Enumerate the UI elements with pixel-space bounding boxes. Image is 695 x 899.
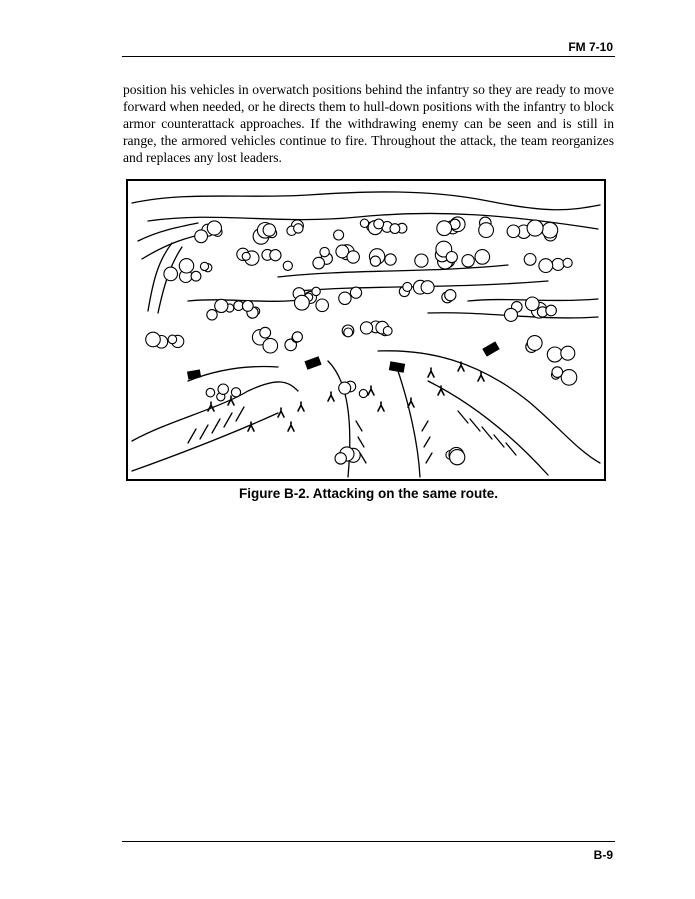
tree-shape <box>507 225 520 238</box>
soldier-mark <box>288 422 294 431</box>
tree-shape <box>270 250 281 261</box>
tree-shape <box>339 292 351 304</box>
tree-shape <box>539 259 553 273</box>
tree-shape <box>360 322 372 334</box>
soldier-mark <box>478 372 484 381</box>
figure-caption: Figure B-2. Attacking on the same route. <box>238 486 499 501</box>
tree-shape <box>450 450 465 465</box>
tree-shape <box>207 221 221 235</box>
tree-shape <box>415 254 428 267</box>
page-number: B-9 <box>593 848 613 862</box>
tree-shape <box>446 252 457 263</box>
tree-shape <box>524 254 536 266</box>
tree-shape <box>263 338 278 353</box>
tree-shape <box>334 230 344 240</box>
tree-shape <box>475 250 490 265</box>
tree-shape <box>563 258 572 267</box>
tree-shape <box>215 299 228 312</box>
tree-shape <box>242 301 253 312</box>
tree-shape <box>313 257 325 269</box>
tree-shape <box>437 221 452 236</box>
tree-shape <box>263 224 275 236</box>
tree-shape <box>260 327 271 338</box>
tree-shape <box>207 310 217 320</box>
tree-shape <box>527 336 542 351</box>
tree-shape <box>505 308 518 321</box>
tree-shape <box>561 346 575 360</box>
tree-shape <box>552 258 564 270</box>
tree-shape <box>526 297 540 311</box>
tree-shape <box>370 256 380 266</box>
tree-shape <box>347 251 359 263</box>
tree-shape <box>462 255 474 267</box>
tree-shape <box>295 295 310 310</box>
tree-shape <box>527 220 543 236</box>
tree-shape <box>146 332 161 347</box>
tree-shape <box>385 254 396 265</box>
tree-shape <box>445 290 456 301</box>
soldier-mark <box>378 402 384 411</box>
tree-shape <box>231 388 240 397</box>
soldier-mark <box>408 398 414 407</box>
tree-shape <box>552 367 563 378</box>
tree-shape <box>547 347 562 362</box>
soldier-mark <box>428 368 434 377</box>
tree-shape <box>294 224 303 233</box>
tree-shape <box>206 388 215 397</box>
tree-shape <box>179 259 193 273</box>
tree-shape <box>546 305 557 316</box>
tree-shape <box>316 299 329 312</box>
tree-shape <box>383 327 392 336</box>
soldier-mark <box>328 392 334 401</box>
tree-shape <box>344 328 353 337</box>
tree-shape <box>360 219 368 227</box>
tree-shape <box>218 384 228 394</box>
page-header <box>122 38 615 57</box>
tree-shape <box>335 453 346 464</box>
tree-shape <box>195 230 208 243</box>
tree-shape <box>403 282 412 291</box>
tree-shape <box>359 389 367 397</box>
soldier-mark <box>298 402 304 411</box>
manual-id: FM 7-10 <box>568 40 613 54</box>
tree-shape <box>168 335 177 344</box>
tree-shape <box>312 287 320 295</box>
tree-shape <box>283 261 292 270</box>
soldier-mark <box>278 408 284 417</box>
soldier-mark <box>368 386 374 395</box>
terrain-sketch <box>128 181 604 479</box>
tree-shape <box>200 262 208 270</box>
tree-shape <box>191 271 201 281</box>
tree-shape <box>339 382 351 394</box>
tree-shape <box>350 287 361 298</box>
tree-shape <box>320 247 329 256</box>
tree-shape <box>421 281 434 294</box>
tree-shape <box>292 332 302 342</box>
figure-illustration <box>126 179 606 481</box>
tree-shape <box>164 267 178 281</box>
tree-shape <box>561 370 577 386</box>
tree-shape <box>374 219 384 229</box>
tree-shape <box>242 252 250 260</box>
tree-shape <box>390 224 400 234</box>
tree-shape <box>479 223 494 238</box>
body-paragraph: position his vehicles in overwatch positions behind the infantry so they are ready to move forward when needed, or he directs them to hull-down positions with the infantry to block armor counterattack approaches. If the withdrawing enemy can be seen and is still in range, the armored vehicles continue to fire. Throughout the attack, the team reorganizes and replaces any lost leaders. <box>123 82 614 165</box>
tree-shape <box>542 222 558 238</box>
page-footer <box>122 841 615 862</box>
